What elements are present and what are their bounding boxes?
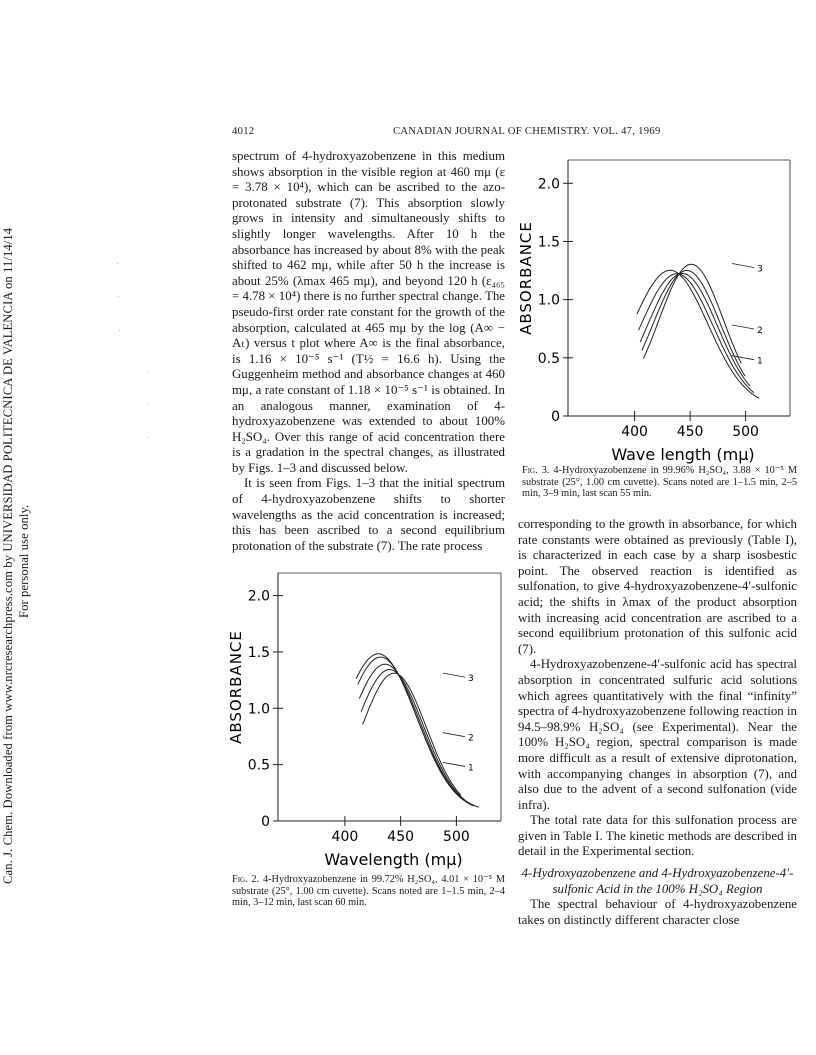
page-number: 4012	[232, 126, 255, 137]
right-paragraph-1: corresponding to the growth in absorbance, for which rate constants were obtained as previously (Table I), is characterized in each case by a sharp isosbestic point. The observed reaction is identified as sulfonation, to give 4-hydroxyazobenzene-4′-sulfonic acid; the shifts in λmax of the product absorption with increasing acid concentration are ascribed to a second equilibrium protonation of this sulfonic acid (7).	[518, 517, 797, 656]
figure-3	[517, 152, 800, 464]
right-paragraph-4: The spectral behaviour of 4-hydroxyazobenzene takes on distinctly different character close	[518, 897, 797, 927]
right-paragraph-2: 4-Hydroxyazobenzene-4′-sulfonic acid has spectral absorption in concentrated sulfuric acid solutions which agrees quantitatively with the final “infinity” spectra of 4-hydroxyazobenzene following reaction in 94.5–98.9% H₂SO₄ (see Experimental). Near the 100% H₂SO₄ region, spectral comparison is made more difficult as a result of extensive diprotonation, with accompanying changes in absorption (7), and also due to the advent of a second sulfonation (vide infra).	[518, 657, 797, 812]
right-paragraph-3: The total rate data for this sulfonation process are given in Table I. The kinetic methods are described in detail in the Experimental section.	[518, 813, 797, 859]
figure-3-caption-text: 4-Hydroxyazobenzene in 99.96% H₂SO₄, 3.88 × 10⁻⁵ M substrate (25°, 1.00 cm cuvette). Scans noted are 1–1.5 min, 2–5 min, 3–9 min, last scan 55 min.	[522, 465, 797, 500]
figure-2	[228, 565, 506, 870]
figure-2-chart	[228, 565, 506, 870]
fig3-curve-label-leader	[732, 325, 754, 329]
figure-2-caption-label: Fig. 2.	[232, 874, 260, 885]
left-paragraph-1: spectrum of 4-hydroxyazobenzene in this medium shows absorption in the visible region at 460 mμ (ε = 3.78 × 10⁴), which can be ascribed to the azo-protonated substrate (7). This absorption slowly grows in intensity and simultaneously shifts to slightly longer wavelengths. After 10 h the absorbance has increased by about 8% with the peak shifted to 462 mμ, while after 50 h the increase is about 25% (λmax 465 mμ), and beyond 120 h (ε₄₆₅ = 4.78 × 10⁴) there is no further spectral change. The pseudo-first order rate constant for the growth of the absorption, calculated at 465 mμ by the log (A∞ − Aₜ) versus t plot where A∞ is the final absorbance, is 1.16 × 10⁻⁵ s⁻¹ (T½ = 16.6 h). Using the Guggenheim method and absorbance changes at 460 mμ, a rate constant of 1.18 × 10⁻⁵ s⁻¹ is obtained. In an analogous manner, examination of 4-hydroxyazobenzene was extended to about 100% H₂SO₄. Over this range of acid concentration there is a gradation in the spectral changes, as illustrated by Figs. 1–3 and discussed below.	[232, 149, 505, 475]
left-column	[232, 149, 505, 554]
fig2-x-axis-label: Wavelength (mμ)	[324, 850, 463, 869]
fig3-xtick-label: 450	[676, 424, 704, 440]
fig2-series-3	[359, 664, 469, 804]
fig2-series-4	[361, 670, 465, 800]
figure-3-chart	[517, 152, 800, 464]
fig3-ytick-label: 1.0	[537, 292, 560, 309]
fig2-curve-label-leader	[443, 733, 465, 737]
fig2-ytick-label: 1.0	[247, 701, 270, 718]
fig3-ytick-label: 1.5	[537, 234, 560, 251]
fig2-curve-label: 3	[468, 674, 474, 685]
fig2-xtick-label: 450	[387, 829, 415, 845]
figure-3-caption	[522, 465, 797, 500]
fig3-curve-label: 3	[757, 264, 763, 275]
fig2-xtick-label: 400	[331, 829, 359, 845]
fig2-series-1	[356, 654, 479, 807]
fig3-x-axis-label: Wave length (mμ)	[611, 445, 755, 464]
fig3-xtick-label: 500	[732, 424, 759, 440]
watermark-line-2: For personal use only.	[17, 504, 31, 618]
fig3-series-1	[637, 270, 759, 398]
journal-title: CANADIAN JOURNAL OF CHEMISTRY. VOL. 47, 1969	[393, 126, 661, 137]
fig3-curve-label: 1	[757, 356, 763, 367]
left-paragraph-2: It is seen from Figs. 1–3 that the initial spectrum of 4-hydroxyazobenzene shifts to shorter wavelengths as the acid concentration is increased; this has been ascribed to a second equilibrium protonation of the substrate (7). The rate process	[232, 476, 505, 553]
fig2-y-axis-label: ABSORBANCE	[227, 630, 245, 744]
fig3-y-axis-label: ABSORBANCE	[517, 221, 535, 335]
figure-2-caption-text: 4-Hydroxyazobenzene in 99.72% H₂SO₄, 4.01 × 10⁻⁵ M substrate (25°, 1.00 cm cuvette). Scans noted are 1–1.5 min, 2–4 min, 3–12 min, last scan 60 min.	[232, 874, 505, 909]
fig3-series-2	[639, 274, 754, 393]
fig2-xtick-label: 500	[443, 829, 470, 845]
right-column	[518, 517, 797, 928]
fig2-curve-label-leader	[443, 673, 465, 677]
fig3-curve-label-leader	[732, 264, 754, 268]
fig2-ytick-label: 2.0	[247, 588, 270, 605]
watermark-line-1: Can. J. Chem. Downloaded from www.nrcresearchpress.com by UNIVERSIDAD POLITECNICA DE VALENCIA on 11/14/14	[1, 227, 15, 884]
fig2-curve-label-leader	[443, 762, 465, 766]
fig2-ytick-label: 0.5	[247, 757, 270, 774]
fig2-series-2	[358, 657, 474, 806]
fig3-ytick-label: 2.0	[537, 176, 560, 193]
fig3-curve-label: 2	[757, 325, 763, 336]
figure-3-caption-label: Fig. 3.	[522, 465, 550, 476]
fig2-curve-label: 2	[468, 733, 474, 744]
fig3-ytick-label: 0.5	[537, 350, 560, 367]
fig2-ytick-label: 0	[261, 814, 270, 830]
section-heading: 4-Hydroxyazobenzene and 4-Hydroxyazobenzene-4′-sulfonic Acid in the 100% H₂SO₄ Region	[521, 866, 794, 896]
download-watermark	[0, 0, 40, 1055]
figure-2-caption	[232, 874, 505, 909]
fig3-xtick-label: 400	[621, 424, 648, 440]
fig2-curve-label: 1	[468, 763, 474, 774]
fig2-ytick-label: 1.5	[247, 644, 270, 661]
fig3-ytick-label: 0	[551, 409, 560, 425]
